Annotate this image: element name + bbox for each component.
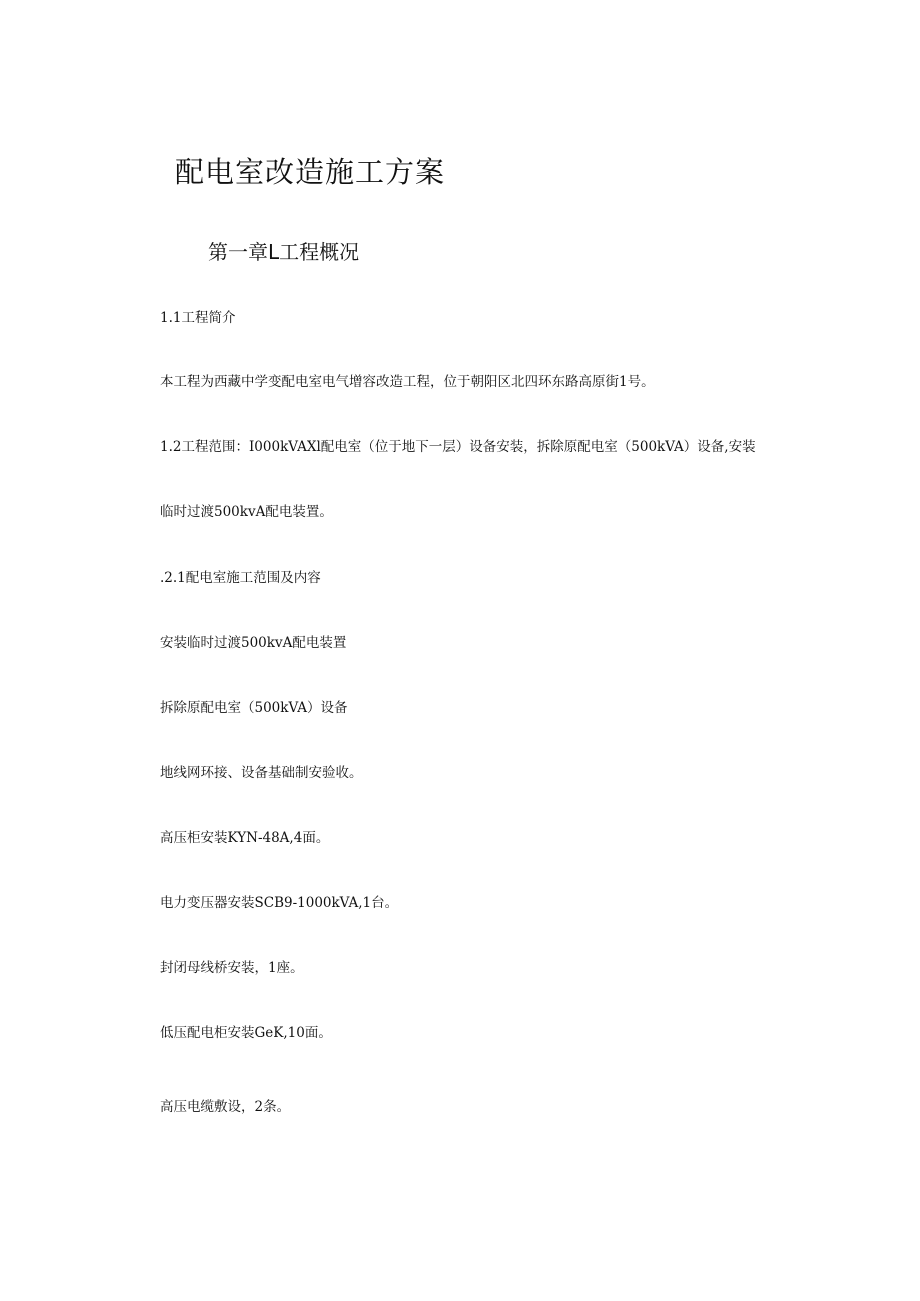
- list-item: 高压电缆敷设，2条。: [160, 1099, 291, 1115]
- section-heading-1-1: 1.1工程简介: [160, 310, 236, 326]
- document-title: 配电室改造施工方案: [175, 155, 446, 189]
- paragraph-project-intro: 本工程为西藏中学变配电室电气增容改造工程，位于朝阳区北四环东路高原街1号。: [160, 374, 655, 390]
- chapter-heading: 第一章L工程概况: [208, 240, 360, 264]
- list-item: 电力变压器安装SCB9-1000kVA,1台。: [160, 895, 399, 911]
- list-item: 封闭母线桥安装，1座。: [160, 960, 304, 976]
- list-item: 拆除原配电室（500kVA）设备: [160, 700, 348, 716]
- list-item: 地线网环接、设备基础制安验收。: [160, 765, 363, 781]
- list-item: 安装临时过渡500kvA配电装置: [160, 635, 347, 651]
- paragraph-project-scope: 1.2工程范围：I000kVAXl配电室（位于地下一层）设备安装，拆除原配电室（500kVA）设备,安装: [160, 439, 756, 455]
- list-item: 低压配电柜安装GeK,10面。: [160, 1025, 332, 1041]
- paragraph-project-scope-cont: 临时过渡500kvA配电装置。: [160, 504, 333, 520]
- list-item: 高压柜安装KYN-48A,4面。: [160, 830, 330, 846]
- section-heading-2-1: .2.1配电室施工范围及内容: [160, 570, 321, 586]
